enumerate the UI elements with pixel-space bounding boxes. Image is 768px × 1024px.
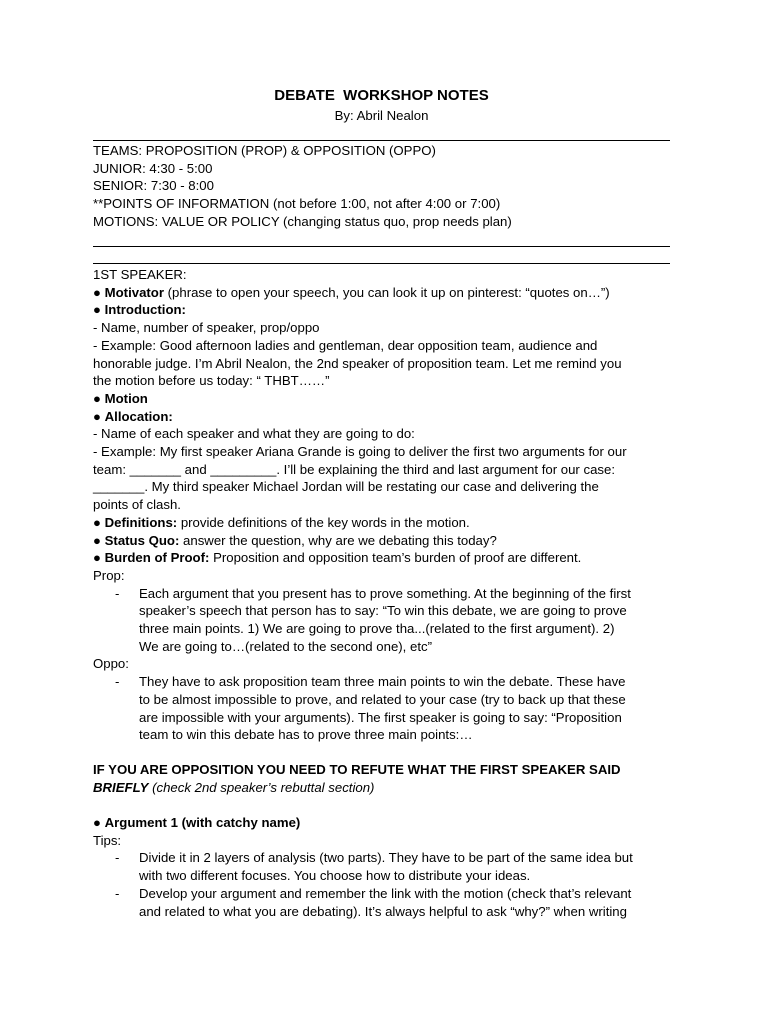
divider-line [93, 263, 670, 264]
intro-example-line: - Example: Good afternoon ladies and gentleman, dear opposition team, audience and [93, 337, 598, 353]
refute-note: (check 2nd speaker’s rebuttal section) [148, 779, 375, 795]
motivator-item [93, 284, 670, 302]
speaker1-section [93, 266, 670, 744]
prop-label: Prop: [93, 567, 125, 583]
tip-list-item [93, 885, 670, 920]
bullet-icon: ● [93, 532, 101, 548]
oppo-text-line: team to win this debate has to prove three main points:… [139, 727, 473, 743]
tip-text-line: with two different focuses. You choose how to distribute your ideas. [139, 868, 531, 884]
introduction-label: Introduction: [104, 302, 186, 318]
status-quo-label: Status Quo: [104, 532, 180, 548]
motion-label: Motion [104, 390, 148, 406]
dash-marker: - [115, 885, 120, 901]
junior-line: JUNIOR: 4:30 - 5:00 [93, 160, 213, 176]
oppo-text-line: are impossible with your arguments). The first speaker is going to say: “Proposition [139, 709, 622, 725]
tip-text-line: Divide it in 2 layers of analysis (two parts). They have to be part of the same idea but [139, 850, 633, 866]
refute-subline [93, 779, 670, 797]
tip-text-line: and related to what you are debating). It’s always helpful to ask “why?” when writing [139, 903, 627, 919]
tip-list-item [93, 849, 670, 884]
divider-line [93, 140, 670, 141]
allocation-label: Allocation: [104, 408, 173, 424]
oppo-text-line: They have to ask proposition team three main points to win the debate. These have [139, 674, 626, 690]
introduction-item [93, 301, 670, 319]
speaker1-heading: 1ST SPEAKER: [93, 267, 187, 282]
document-author: By: Abril Nealon [334, 108, 429, 123]
oppo-list-item [93, 673, 670, 744]
poi-line: **POINTS OF INFORMATION (not before 1:00, not after 4:00 or 7:00) [93, 196, 501, 212]
dash-marker: - [115, 850, 120, 866]
bullet-icon: ● [93, 408, 101, 424]
dash-marker: - [115, 585, 120, 601]
allocation-example-line: points of clash. [93, 497, 181, 513]
bullet-icon: ● [93, 284, 101, 300]
bullet-icon: ● [93, 390, 101, 406]
allocation-example-line: _______. My third speaker Michael Jordan will be restating our case and delivering the [93, 479, 599, 495]
senior-line: SENIOR: 7:30 - 8:00 [93, 178, 214, 194]
intro-line: - Name, number of speaker, prop/oppo [93, 320, 320, 336]
info-section [93, 142, 670, 231]
allocation-example-line: - Example: My first speaker Ariana Grande is going to deliver the first two arguments for our [93, 444, 627, 460]
document-title: DEBATE WORKSHOP NOTES [274, 87, 489, 104]
intro-example-line: honorable judge. I’m Abril Nealon, the 2nd speaker of proposition team. Let me remind you [93, 355, 622, 371]
oppo-text-line: to be almost impossible to prove, and related to your case (try to back up that these [139, 691, 626, 707]
bullet-icon: ● [93, 815, 101, 830]
argument1-section [93, 814, 670, 920]
burden-text: Proposition and opposition team’s burden of proof are different. [209, 550, 582, 566]
prop-list-item [93, 585, 670, 656]
tip-text-line: Develop your argument and remember the link with the motion (check that’s relevant [139, 885, 632, 901]
burden-item [93, 549, 670, 567]
definitions-label: Definitions: [104, 514, 178, 530]
motivator-label: Motivator [104, 284, 164, 300]
allocation-item [93, 408, 670, 426]
bullet-icon: ● [93, 550, 101, 566]
refute-line: IF YOU ARE OPPOSITION YOU NEED TO REFUTE WHAT THE FIRST SPEAKER SAID [93, 762, 621, 777]
briefly-text: BRIEFLY [93, 779, 149, 795]
burden-label: Burden of Proof: [104, 550, 210, 566]
tips-label: Tips: [93, 832, 122, 848]
oppo-label: Oppo: [93, 656, 129, 672]
bullet-icon: ● [93, 302, 101, 318]
argument1-item [93, 814, 670, 832]
refute-section [93, 761, 670, 796]
prop-text-line: three main points. 1) We are going to prove tha...(related to the first argument). 2) [139, 621, 615, 637]
prop-text-line: speaker’s speech that person has to say: “To win this debate, we are going to prove [139, 603, 627, 619]
teams-line: TEAMS: PROPOSITION (PROP) & OPPOSITION (OPPO) [93, 143, 436, 158]
status-quo-text: answer the question, why are we debating this today? [179, 532, 497, 548]
allocation-line: - Name of each speaker and what they are going to do: [93, 426, 415, 442]
allocation-example-line: team: _______ and _________. I’ll be explaining the third and last argument for our case: [93, 461, 615, 477]
prop-text-line: Each argument that you present has to prove something. At the beginning of the first [139, 585, 631, 601]
motivator-text: (phrase to open your speech, you can look it up on pinterest: “quotes on…”) [163, 284, 610, 300]
status-quo-item [93, 532, 670, 550]
intro-example-line: the motion before us today: “ THBT……” [93, 373, 330, 389]
definitions-text: provide definitions of the key words in the motion. [177, 514, 470, 530]
bullet-icon: ● [93, 514, 101, 530]
prop-text-line: We are going to…(related to the second one), etc” [139, 638, 432, 654]
argument1-label: Argument 1 (with catchy name) [104, 815, 301, 830]
motion-item [93, 390, 670, 408]
refute-heading [93, 761, 670, 779]
dash-marker: - [115, 674, 120, 690]
motions-line: MOTIONS: VALUE OR POLICY (changing status quo, prop needs plan) [93, 213, 512, 229]
definitions-item [93, 514, 670, 532]
divider-line [93, 246, 670, 247]
